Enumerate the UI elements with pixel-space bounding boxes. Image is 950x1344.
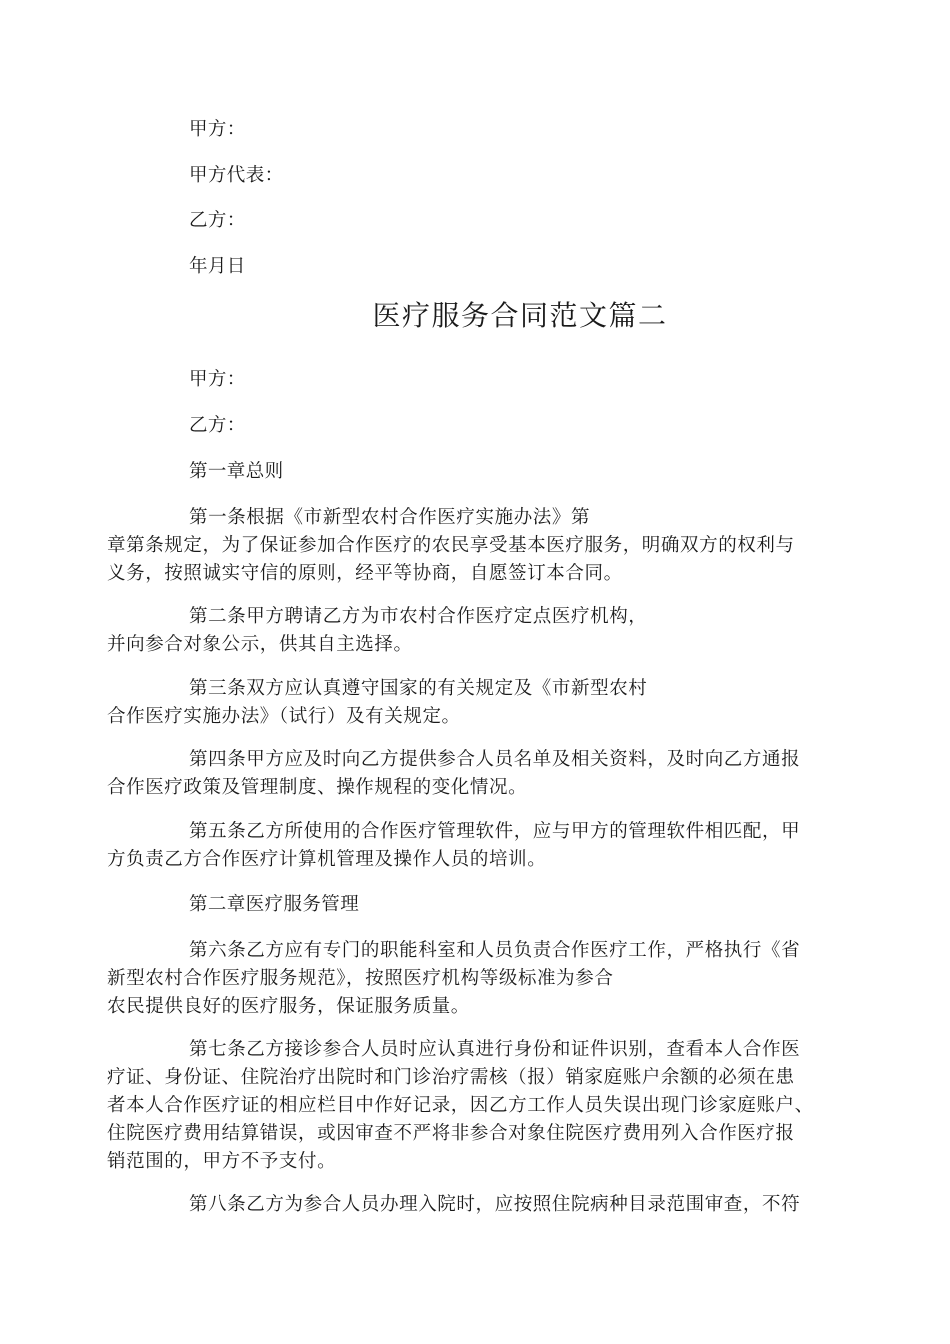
article-1-line: 第一条根据《市新型农村合作医疗实施办法》第 — [189, 507, 591, 528]
chapter-2-heading: 第二章医疗服务管理 — [189, 894, 360, 915]
header-party-a: 甲方： — [189, 119, 246, 140]
article-5-line: 第五条乙方所使用的合作医疗管理软件，应与甲方的管理软件相匹配，甲 — [189, 821, 801, 842]
header-party-a-rep: 甲方代表： — [189, 165, 284, 186]
article-7-line: 销范围的，甲方不予支付。 — [107, 1151, 337, 1172]
header-date: 年月日 — [189, 256, 246, 277]
chapter-1-heading: 第一章总则 — [189, 461, 284, 482]
party-a-line: 甲方： — [189, 369, 246, 390]
article-1-line: 章第条规定，为了保证参加合作医疗的农民享受基本医疗服务，明确双方的权利与 — [107, 535, 795, 556]
article-7-line: 住院医疗费用结算错误，或因审查不严将非参合对象住院医疗费用列入合作医疗报 — [107, 1123, 795, 1144]
header-party-b: 乙方： — [189, 210, 246, 231]
article-2-line: 第二条甲方聘请乙方为市农村合作医疗定点医疗机构， — [189, 606, 648, 627]
article-4-line: 第四条甲方应及时向乙方提供参合人员名单及相关资料，及时向乙方通报 — [189, 749, 801, 770]
article-3-line: 第三条双方应认真遵守国家的有关规定及《市新型农村 — [189, 678, 648, 699]
article-6-line: 新型农村合作医疗服务规范》，按照医疗机构等级标准为参合 — [107, 968, 614, 989]
article-5-line: 方负责乙方合作医疗计算机管理及操作人员的培训。 — [107, 849, 547, 870]
article-7-line: 疗证、身份证、住院治疗出院时和门诊治疗需核（报）销家庭账户余额的必须在患 — [107, 1067, 795, 1088]
article-8-line: 第八条乙方为参合人员办理入院时，应按照住院病种目录范围审查，不符 — [189, 1194, 801, 1215]
article-7-line: 者本人合作医疗证的相应栏目中作好记录，因乙方工作人员失误出现门诊家庭账户、 — [107, 1095, 814, 1116]
article-2-line: 并向参合对象公示，供其自主选择。 — [107, 634, 413, 655]
article-4-line: 合作医疗政策及管理制度、操作规程的变化情况。 — [107, 777, 528, 798]
article-6-line: 第六条乙方应有专门的职能科室和人员负责合作医疗工作，严格执行《省 — [189, 940, 801, 961]
document-title: 医疗服务合同范文篇二 — [372, 299, 668, 332]
article-3-line: 合作医疗实施办法》（试行）及有关规定。 — [107, 706, 461, 727]
party-b-line: 乙方： — [189, 415, 246, 436]
article-6-line: 农民提供良好的医疗服务，保证服务质量。 — [107, 996, 470, 1017]
article-1-line: 义务，按照诚实守信的原则，经平等协商，自愿签订本合同。 — [107, 563, 623, 584]
article-7-line: 第七条乙方接诊参合人员时应认真进行身份和证件识别，查看本人合作医 — [189, 1039, 801, 1060]
